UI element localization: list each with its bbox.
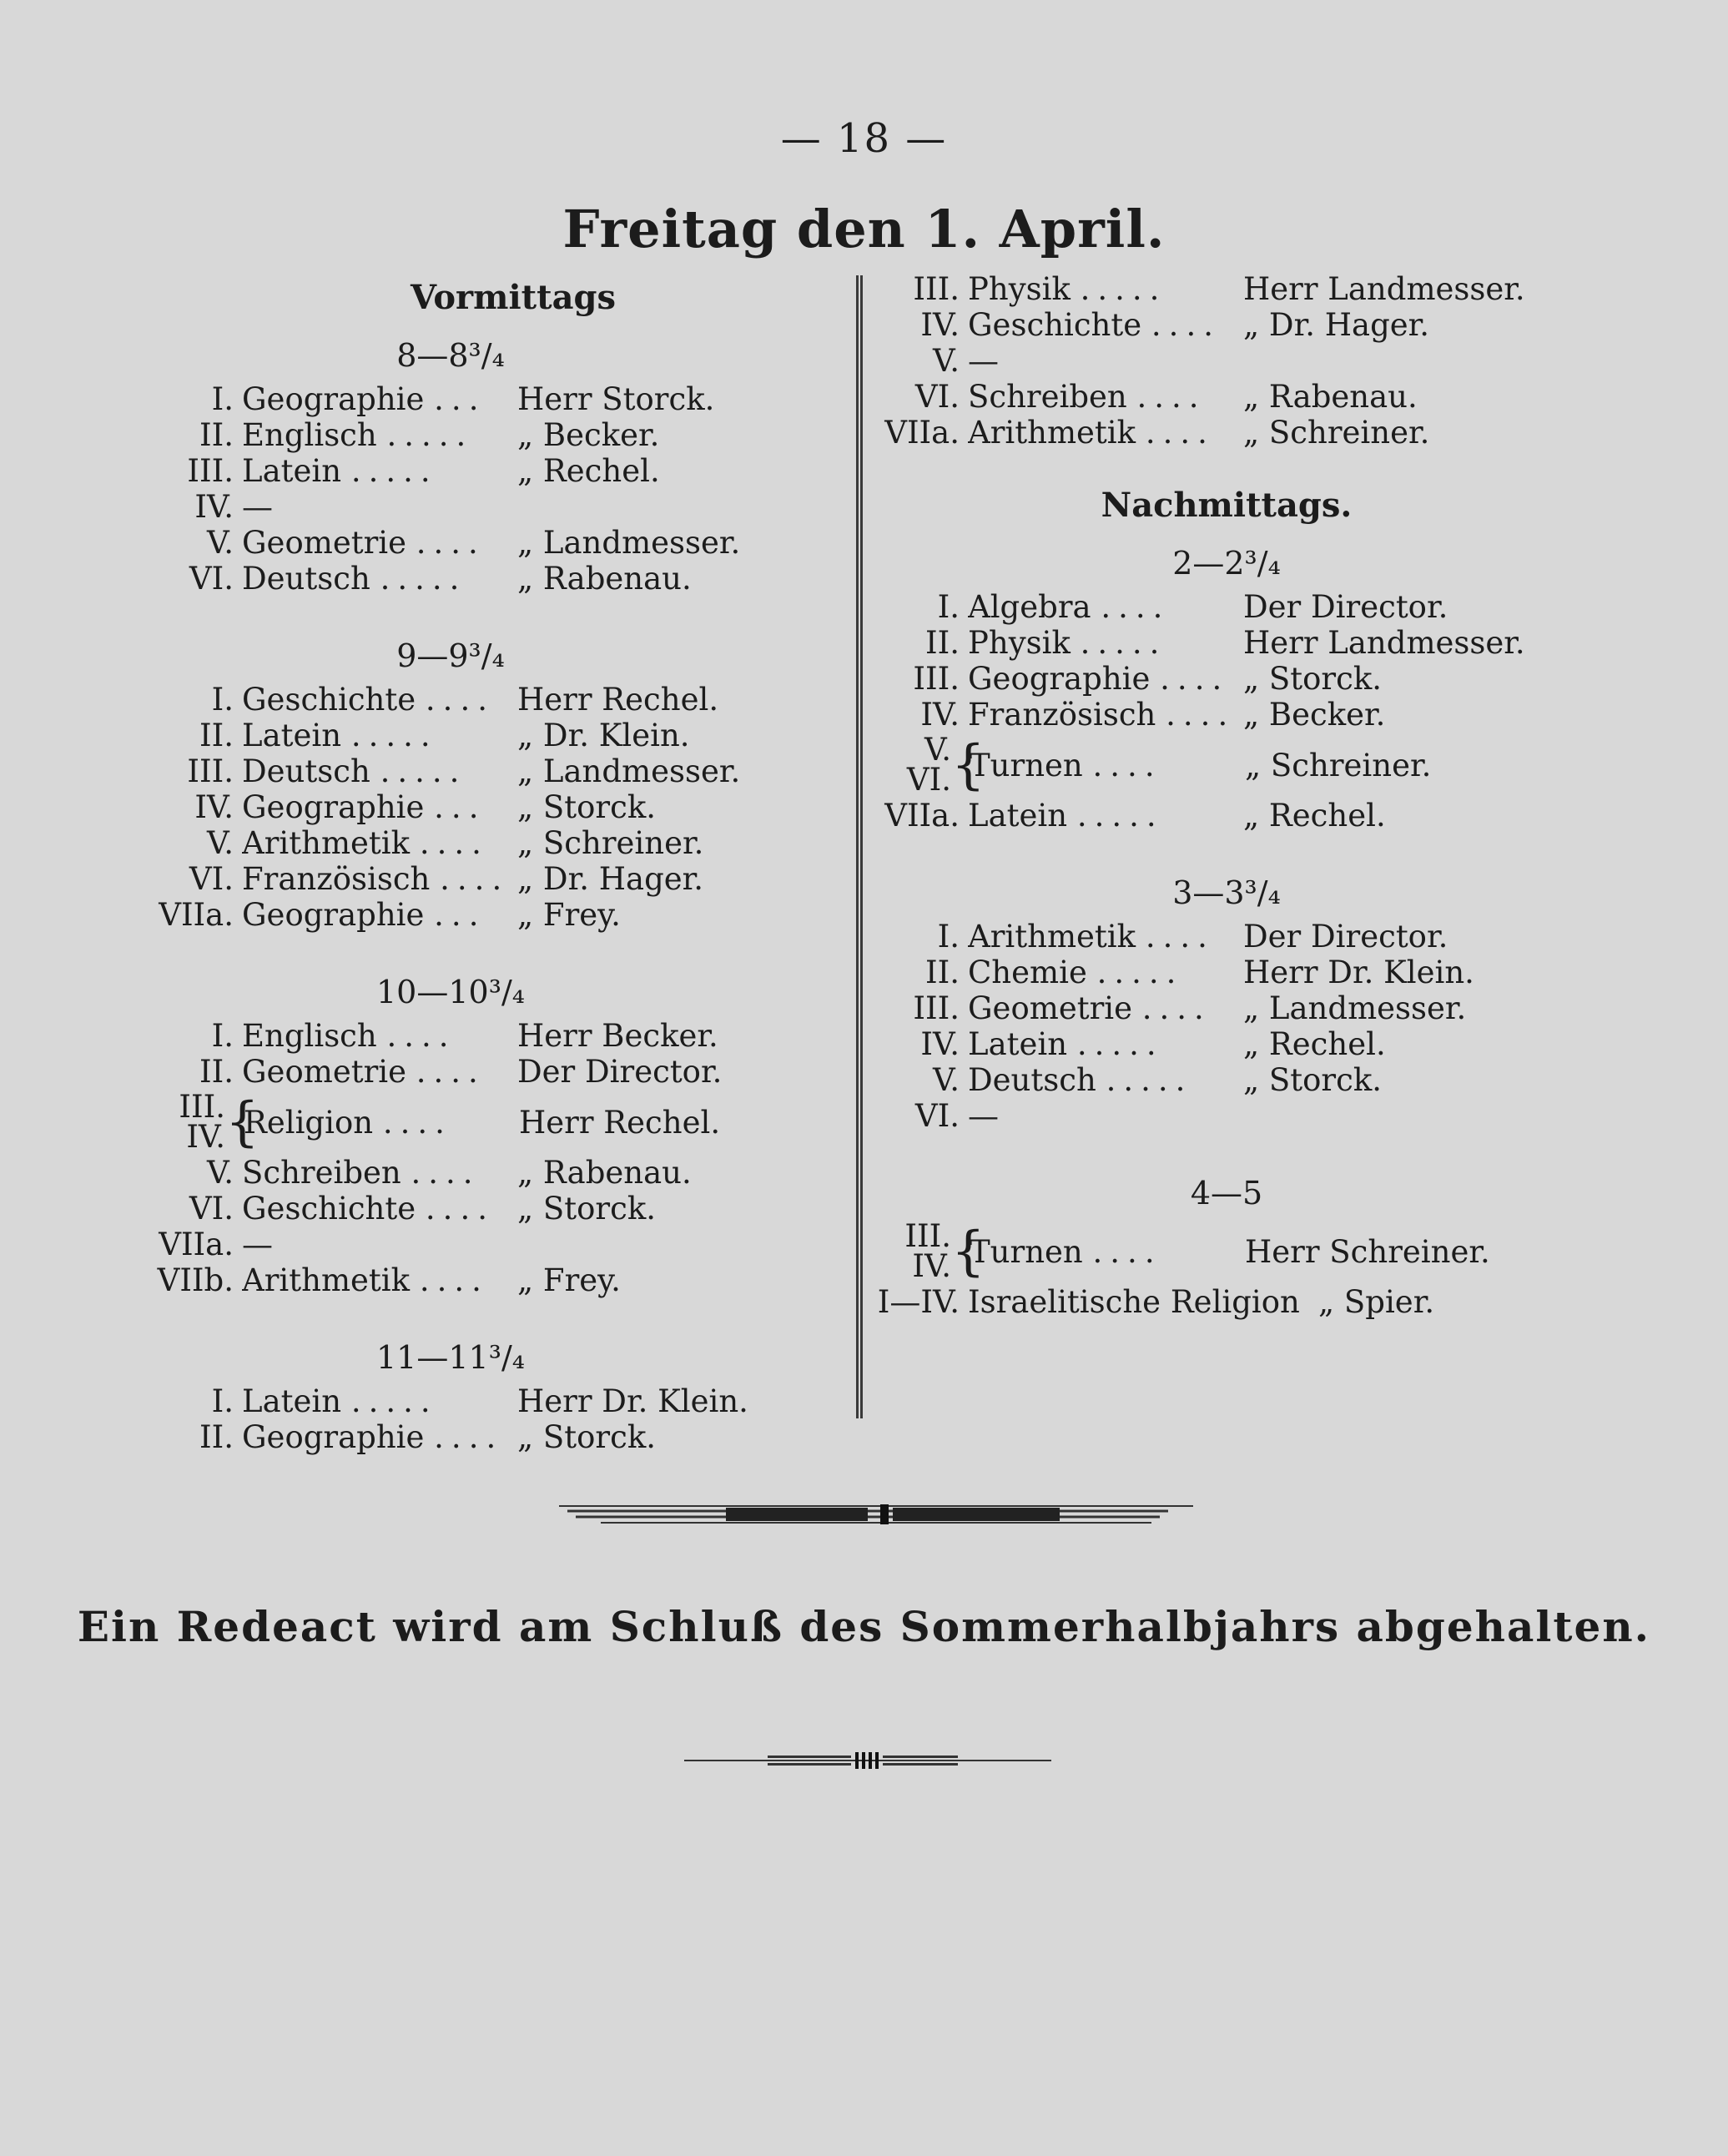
time-slot: 2—2³/₄ bbox=[1172, 545, 1281, 582]
schedule-row bbox=[142, 1191, 851, 1227]
teacher: Herr Rechel. bbox=[519, 1104, 721, 1141]
teacher: Der Director. bbox=[1243, 589, 1448, 625]
teacher: Der Director. bbox=[517, 1054, 723, 1090]
class-label: IV. bbox=[194, 789, 234, 825]
schedule-row bbox=[142, 381, 851, 417]
schedule-row bbox=[142, 1018, 851, 1054]
class-label: II. bbox=[925, 955, 960, 990]
subject: — bbox=[242, 489, 273, 525]
class-label: II. bbox=[199, 1419, 234, 1455]
page-number: — 18 — bbox=[780, 115, 948, 162]
class-label: III. bbox=[187, 753, 234, 789]
time-slot: 9—9³/₄ bbox=[396, 637, 505, 674]
schedule-row bbox=[142, 1419, 851, 1455]
brace-icon: { bbox=[225, 1091, 259, 1153]
teacher: Herr Rechel. bbox=[517, 682, 719, 718]
subject: Deutsch ..... bbox=[242, 561, 467, 597]
class-label: I. bbox=[211, 1018, 234, 1054]
schedule-row bbox=[142, 1227, 851, 1262]
teacher: Herr Dr. Klein. bbox=[1243, 955, 1474, 990]
schedule-row bbox=[868, 697, 1577, 733]
schedule-row bbox=[142, 825, 851, 861]
class-label: I. bbox=[937, 589, 960, 625]
class-label: I. bbox=[211, 682, 234, 718]
schedule-row bbox=[868, 415, 1577, 451]
subject: Latein ..... bbox=[242, 1383, 438, 1419]
subject: Arithmetik .... bbox=[242, 1262, 489, 1298]
column-divider bbox=[856, 275, 863, 1418]
teacher: „ Schreiner. bbox=[1245, 747, 1432, 783]
subject: Deutsch ..... bbox=[968, 1062, 1193, 1098]
schedule-row bbox=[868, 271, 1577, 307]
class-label: II. bbox=[925, 625, 960, 661]
class-label: VIIa. bbox=[159, 1227, 234, 1262]
teacher: „ Rabenau. bbox=[517, 1155, 692, 1191]
schedule-row bbox=[142, 682, 851, 718]
class-label: VIIa. bbox=[159, 897, 234, 933]
teacher: „ Storck. bbox=[1243, 661, 1383, 697]
subject: Geographie .... bbox=[968, 661, 1230, 697]
class-label-group: III. IV. bbox=[179, 1089, 225, 1155]
teacher: „ Rechel. bbox=[1243, 1026, 1386, 1062]
class-label: VI. bbox=[189, 1191, 234, 1227]
teacher: Herr Storck. bbox=[517, 381, 715, 417]
schedule-row-combined bbox=[868, 1219, 1577, 1284]
class-label: V. bbox=[932, 343, 960, 379]
schedule-row bbox=[142, 1383, 851, 1419]
class-label: VIIa. bbox=[884, 415, 960, 451]
schedule-row bbox=[868, 1026, 1577, 1062]
subject: Geometrie .... bbox=[242, 525, 486, 561]
schedule-row bbox=[868, 1098, 1577, 1134]
subject: Arithmetik .... bbox=[968, 415, 1215, 451]
schedule-row bbox=[142, 789, 851, 825]
schedule-row bbox=[868, 307, 1577, 343]
class-label: IV. bbox=[194, 489, 234, 525]
schedule-row bbox=[868, 589, 1577, 625]
subject: Chemie ..... bbox=[968, 955, 1184, 990]
subject: Latein ..... bbox=[242, 453, 438, 489]
time-slot: 8—8³/₄ bbox=[396, 337, 505, 374]
teacher: Herr Landmesser. bbox=[1243, 271, 1525, 307]
right-column bbox=[868, 271, 1577, 1320]
class-label: V. bbox=[206, 1155, 234, 1191]
schedule-row bbox=[142, 1262, 851, 1298]
class-label: I—IV. bbox=[877, 1284, 960, 1320]
class-label: V. bbox=[206, 525, 234, 561]
schedule-row bbox=[868, 990, 1577, 1026]
class-label: III. bbox=[913, 661, 960, 697]
teacher: „ Rechel. bbox=[517, 453, 660, 489]
subject: Englisch ..... bbox=[242, 417, 474, 453]
teacher: Herr Landmesser. bbox=[1243, 625, 1525, 661]
schedule-row bbox=[142, 861, 851, 897]
subject: Physik ..... bbox=[968, 625, 1167, 661]
teacher: „ Frey. bbox=[517, 1262, 621, 1298]
subject: Geschichte .... bbox=[968, 307, 1221, 343]
schedule-row bbox=[868, 625, 1577, 661]
subject: Geometrie .... bbox=[242, 1054, 486, 1090]
teacher: Der Director. bbox=[1243, 919, 1448, 955]
teacher: „ Storck. bbox=[1243, 1062, 1383, 1098]
teacher: Herr Schreiner. bbox=[1245, 1233, 1490, 1270]
schedule-row bbox=[142, 897, 851, 933]
schedule-row bbox=[142, 718, 851, 753]
subject: Französisch .... bbox=[968, 697, 1236, 733]
subject: Geschichte .... bbox=[242, 1191, 495, 1227]
teacher: „ Rabenau. bbox=[1243, 379, 1418, 415]
teacher: „ Landmesser. bbox=[517, 753, 741, 789]
subject: Geographie ... bbox=[242, 381, 486, 417]
schedule-row bbox=[142, 525, 851, 561]
schedule-row bbox=[868, 1284, 1577, 1320]
teacher: „ Spier. bbox=[1318, 1284, 1435, 1320]
subject: — bbox=[968, 343, 999, 379]
teacher: Herr Dr. Klein. bbox=[517, 1383, 748, 1419]
class-label: III. bbox=[913, 990, 960, 1026]
teacher: „ Dr. Hager. bbox=[517, 861, 704, 897]
subject: Physik ..... bbox=[968, 271, 1167, 307]
subject: Latein ..... bbox=[242, 718, 438, 753]
class-label: V. bbox=[932, 1062, 960, 1098]
subject: Arithmetik .... bbox=[242, 825, 489, 861]
subject: Geographie ... bbox=[242, 789, 486, 825]
schedule-row bbox=[868, 661, 1577, 697]
time-slot: 4—5 bbox=[1190, 1175, 1263, 1211]
class-label: III. bbox=[187, 453, 234, 489]
schedule-row bbox=[142, 753, 851, 789]
ornament-rule-icon bbox=[0, 1498, 1728, 1531]
time-slot: 3—3³/₄ bbox=[1172, 874, 1281, 911]
subject: Französisch .... bbox=[242, 861, 510, 897]
class-label: VI. bbox=[914, 379, 960, 415]
teacher: „ Storck. bbox=[517, 789, 657, 825]
subject: Turnen .... bbox=[970, 1233, 1162, 1270]
schedule-row bbox=[142, 1155, 851, 1191]
subject: Schreiben .... bbox=[968, 379, 1207, 415]
schedule-row bbox=[142, 561, 851, 597]
schedule-row bbox=[868, 919, 1577, 955]
ornament-rule-icon bbox=[0, 1748, 1728, 1773]
time-slot: 11—11³/₄ bbox=[376, 1339, 525, 1376]
class-label: VIIb. bbox=[157, 1262, 234, 1298]
teacher: „ Schreiner. bbox=[517, 825, 704, 861]
subject: Geographie .... bbox=[242, 1419, 504, 1455]
subject: — bbox=[968, 1098, 999, 1134]
teacher: „ Dr. Hager. bbox=[1243, 307, 1430, 343]
schedule-row bbox=[142, 1054, 851, 1090]
schedule-row-combined bbox=[142, 1090, 851, 1155]
teacher: „ Dr. Klein. bbox=[517, 718, 690, 753]
subject: Algebra .... bbox=[968, 589, 1171, 625]
schedule-row bbox=[868, 343, 1577, 379]
subject: Schreiben .... bbox=[242, 1155, 481, 1191]
left-column bbox=[142, 271, 851, 1455]
subject: Religion .... bbox=[244, 1104, 452, 1141]
subject: Israelitische Religion bbox=[968, 1284, 1300, 1320]
class-label: II. bbox=[199, 718, 234, 753]
class-label: I. bbox=[211, 381, 234, 417]
class-label: V. bbox=[206, 825, 234, 861]
subject: Geschichte .... bbox=[242, 682, 495, 718]
schedule-row bbox=[868, 1062, 1577, 1098]
schedule-row bbox=[142, 453, 851, 489]
brace-icon: { bbox=[951, 734, 985, 796]
subject: Englisch .... bbox=[242, 1018, 456, 1054]
teacher: „ Becker. bbox=[517, 417, 660, 453]
class-label: VI. bbox=[189, 861, 234, 897]
class-label: IV. bbox=[920, 1026, 960, 1062]
teacher: „ Becker. bbox=[1243, 697, 1386, 733]
subject: Arithmetik .... bbox=[968, 919, 1215, 955]
subject: Geographie ... bbox=[242, 897, 486, 933]
time-slot: 10—10³/₄ bbox=[376, 974, 525, 1010]
teacher: „ Storck. bbox=[517, 1419, 657, 1455]
teacher: „ Rechel. bbox=[1243, 798, 1386, 834]
teacher: „ Frey. bbox=[517, 897, 621, 933]
class-label: VI. bbox=[914, 1098, 960, 1134]
schedule-row bbox=[868, 379, 1577, 415]
class-label: II. bbox=[199, 1054, 234, 1090]
teacher: „ Landmesser. bbox=[517, 525, 741, 561]
class-label-group: III. IV. bbox=[904, 1218, 951, 1284]
closing-note: Ein Redeact wird am Schluß des Sommerhalbjahrs abgehalten. bbox=[77, 1602, 1651, 1651]
class-label: IV. bbox=[920, 307, 960, 343]
schedule-row bbox=[142, 417, 851, 453]
class-label: VI. bbox=[189, 561, 234, 597]
teacher: „ Rabenau. bbox=[517, 561, 692, 597]
schedule-row bbox=[142, 489, 851, 525]
page-title: Freitag den 1. April. bbox=[562, 199, 1166, 259]
class-label: I. bbox=[211, 1383, 234, 1419]
schedule-row bbox=[868, 955, 1577, 990]
teacher: „ Schreiner. bbox=[1243, 415, 1430, 451]
schedule-row-combined bbox=[868, 733, 1577, 798]
period-header-morning: Vormittags bbox=[411, 278, 616, 317]
subject: Latein ..... bbox=[968, 798, 1164, 834]
class-label-group: V. VI. bbox=[906, 732, 951, 798]
class-label: I. bbox=[937, 919, 960, 955]
class-label: II. bbox=[199, 417, 234, 453]
class-label: III. bbox=[913, 271, 960, 307]
class-label: VIIa. bbox=[884, 798, 960, 834]
subject: Geometrie .... bbox=[968, 990, 1212, 1026]
period-header-afternoon: Nachmittags. bbox=[1101, 486, 1353, 525]
subject: Latein ..... bbox=[968, 1026, 1164, 1062]
teacher: „ Storck. bbox=[517, 1191, 657, 1227]
subject: — bbox=[242, 1227, 273, 1262]
teacher: „ Landmesser. bbox=[1243, 990, 1467, 1026]
class-label: IV. bbox=[920, 697, 960, 733]
subject: Turnen .... bbox=[970, 747, 1162, 783]
teacher: Herr Becker. bbox=[517, 1018, 718, 1054]
brace-icon: { bbox=[951, 1221, 985, 1282]
schedule-row bbox=[868, 798, 1577, 834]
subject: Deutsch ..... bbox=[242, 753, 467, 789]
